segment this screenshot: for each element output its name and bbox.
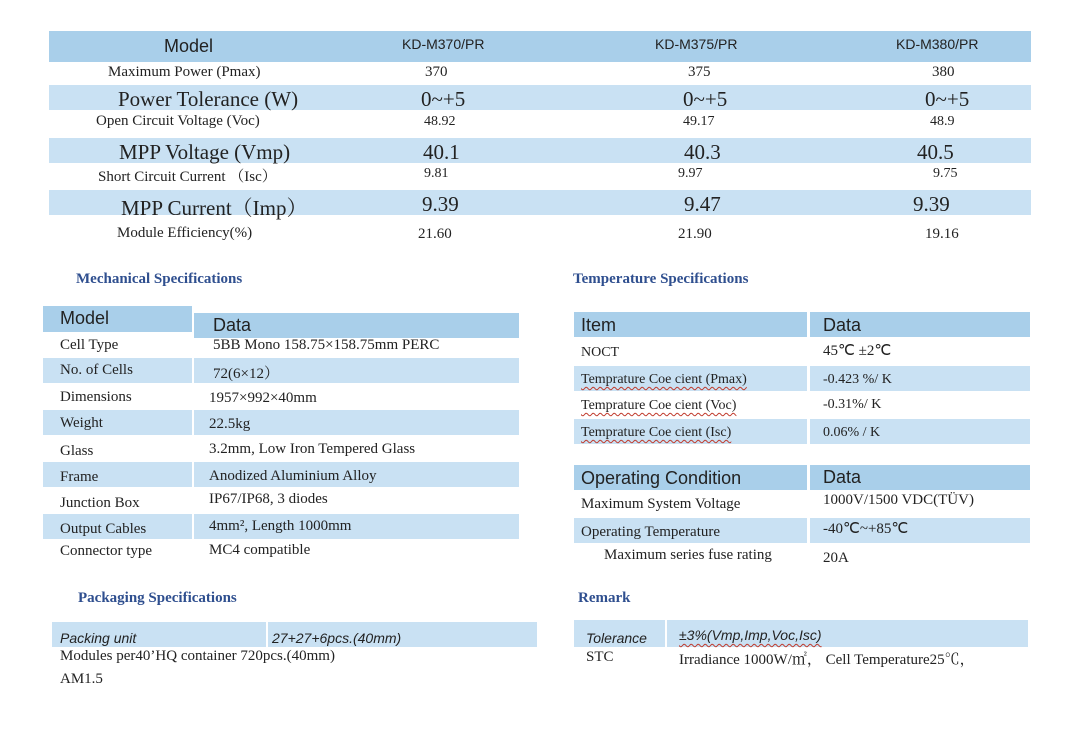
pack-line-1: Modules per40’HQ container 720pcs.(40mm) [60,648,335,664]
main-row-label: MPP Current（Imp） [121,196,308,220]
temp-header-item: Item [581,315,617,335]
main-row-label: Short Circuit Current （Isc） [98,169,277,185]
op-row-value: -40℃~+85℃ [823,521,909,537]
packaging-title: Packaging Specifications [78,590,237,606]
mech-row-label: Junction Box [60,495,140,511]
temperature-title: Temperature Specifications [573,271,749,287]
mech-row-label: Frame [60,469,99,485]
mech-row-value: 1957×992×40mm [209,390,317,406]
mechanical-title: Mechanical Specifications [76,271,243,287]
temp-row-value: -0.423 %/ K [823,372,892,387]
mech-header-model: Model [60,308,110,328]
main-row-value: 40.5 [917,140,954,164]
mech-row-value: 4mm², Length 1000mm [209,518,352,534]
main-row-value: 48.92 [424,114,456,129]
main-row-value: 9.75 [933,166,958,181]
main-row-value: 9.39 [913,192,950,216]
op-row-value: 20A [823,550,849,566]
op-row-label: Maximum System Voltage [581,496,741,512]
mech-row-value: 3.2mm, Low Iron Tempered Glass [209,441,416,457]
main-row-value: 21.60 [418,226,452,242]
temp-header-data: Data [823,315,862,335]
pack-unit-value: 27+27+6pcs.(40mm) [272,630,402,646]
remark-stc-label: STC [586,649,614,665]
main-row-value: 9.81 [424,166,449,181]
mech-row-value: 72(6×12） [213,366,279,382]
main-row-label: Power Tolerance (W) [118,87,299,111]
op-row-value: 1000V/1500 VDC(TÜV) [823,492,974,508]
main-row-value: 0~+5 [925,87,970,111]
temp-row-label: NOCT [581,345,620,360]
mech-row-label: No. of Cells [60,362,133,378]
main-row-label: Open Circuit Voltage (Voc) [96,113,260,129]
mech-row-label: Cell Type [60,337,119,353]
main-row-label: Module Efficiency(%) [117,225,253,241]
main-row-value: 9.39 [422,192,459,216]
main-row-value: 375 [688,64,711,80]
op-header-condition: Operating Condition [581,468,742,488]
main-row-value: 0~+5 [683,87,728,111]
main-row-label: MPP Voltage (Vmp) [119,140,291,164]
temp-row-label: Temprature Coe cient (Pmax) [581,372,747,387]
main-row-label: Maximum Power (Pmax) [108,64,261,80]
main-row-value: 49.17 [683,114,715,129]
mech-row-value: Anodized Aluminium Alloy [209,468,377,484]
pack-unit-label: Packing unit [60,630,137,646]
main-row-value: 21.90 [678,226,712,242]
op-row-label: Maximum series fuse rating [604,547,772,563]
op-header-data: Data [823,467,862,487]
remark-tolerance-value: ±3%(Vmp,Imp,Voc,Isc) [679,627,822,643]
main-header-model: Model [164,36,214,56]
main-row-value: 370 [425,64,448,80]
op-row-label: Operating Temperature [581,524,721,540]
main-header-col-1: KD-M370/PR [402,36,485,52]
remark-title: Remark [578,590,631,606]
mech-header-data: Data [213,315,252,335]
main-row-value: 48.9 [930,114,955,129]
pack-line-2: AM1.5 [60,671,103,687]
main-row-value: 40.1 [423,140,460,164]
remark-stc-value: Irradiance 1000W/㎡， Cell Temperature25℃， [679,652,975,668]
main-row-value: 0~+5 [421,87,466,111]
mech-row-label: Dimensions [60,389,132,405]
main-row-value: 19.16 [925,226,959,242]
mech-row-label: Glass [60,443,94,459]
main-row-value: 380 [932,64,955,80]
mech-row-label: Weight [60,415,103,431]
remark-tolerance-label: Tolerance [586,630,647,646]
main-header-col-2: KD-M375/PR [655,36,738,52]
main-row-value: 9.97 [678,166,703,181]
temp-row-label: Temprature Coe cient (Voc) [581,398,737,413]
mech-row-value: 5BB Mono 158.75×158.75mm PERC [213,337,440,353]
mech-row-value: MC4 compatible [209,542,311,558]
main-row-value: 9.47 [684,192,721,216]
temp-row-value: -0.31%/ K [823,397,882,412]
mech-row-label: Connector type [60,543,153,559]
mech-row-value: IP67/IP68, 3 diodes [209,491,328,507]
main-header-col-3: KD-M380/PR [896,36,979,52]
temp-row-value: 0.06% / K [823,425,881,440]
temp-row-label: Temprature Coe cient (Isc) [581,425,732,440]
mech-row-value: 22.5kg [209,416,251,432]
mech-row-label: Output Cables [60,521,147,537]
temp-row-value: 45℃ ±2℃ [823,343,892,359]
main-row-value: 40.3 [684,140,721,164]
